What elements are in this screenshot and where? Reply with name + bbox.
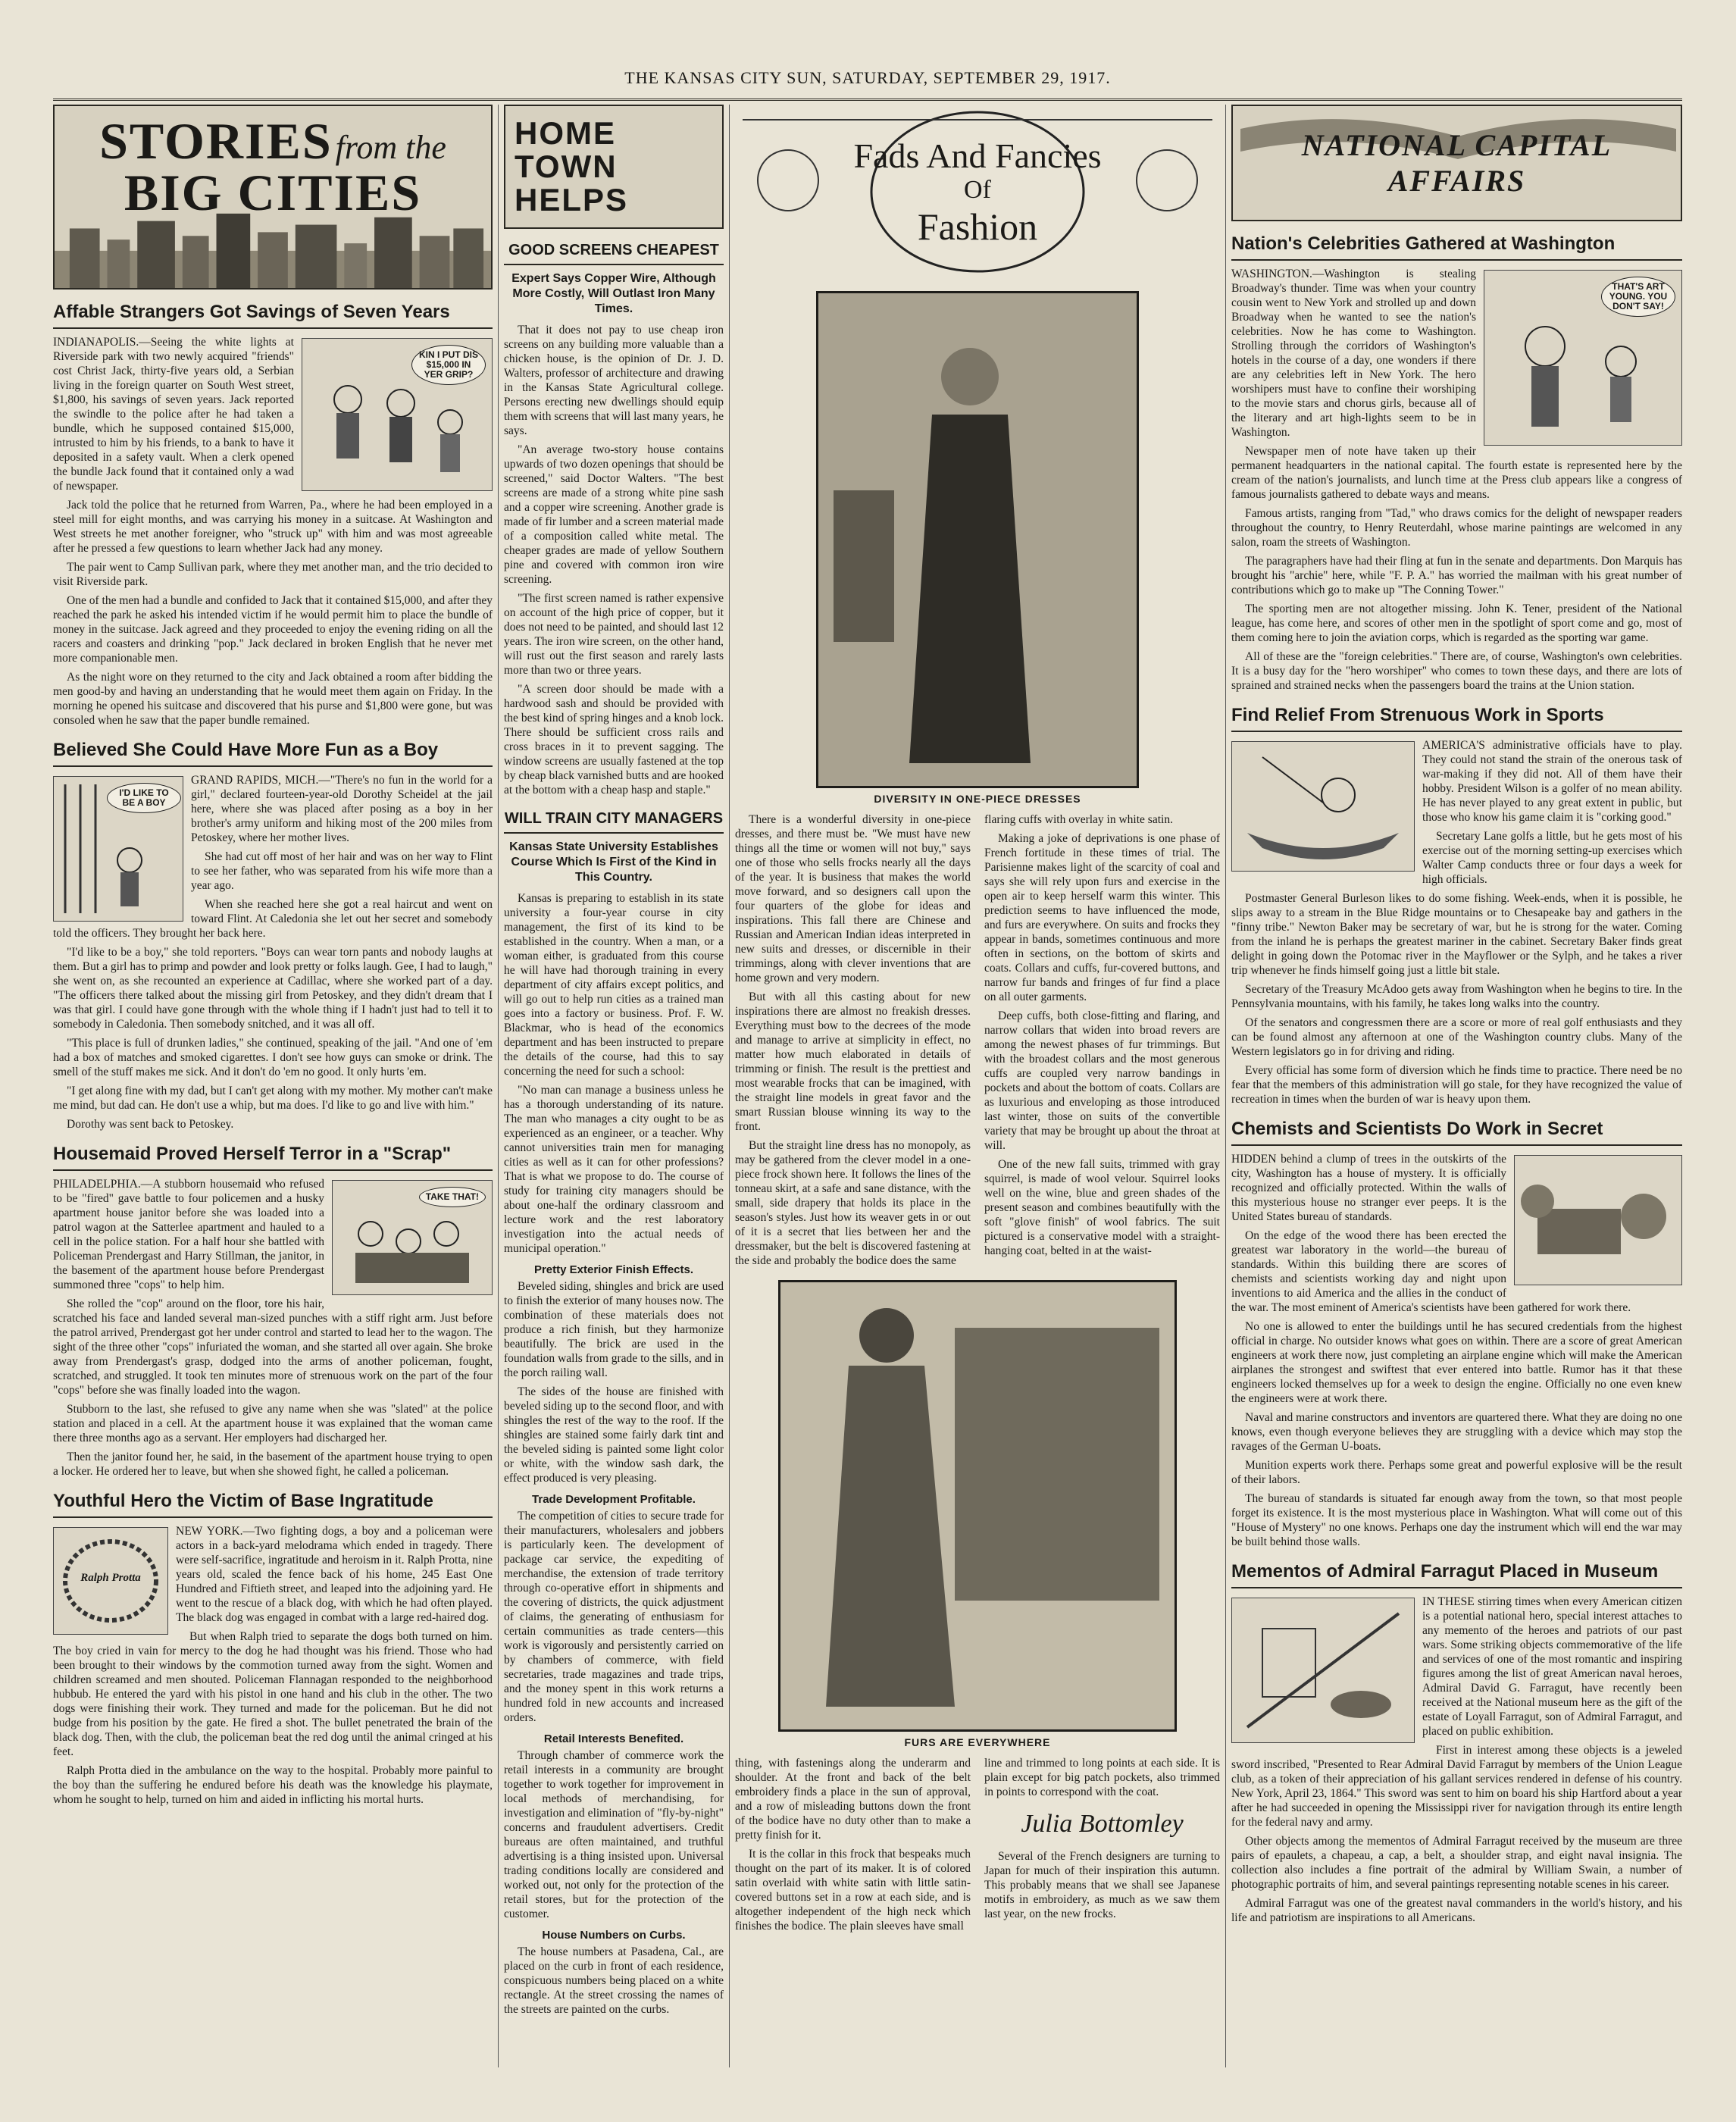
section-minihead: Trade Development Profitable. [532,1493,696,1506]
article-paragraph: As the night wore on they returned to the city and Jack obtained a room after bidding the men good-by and having an understanding that he would meet them again on Friday. In the morning he opened his suitcase and discovered that his purse and $1,800 were gone, but was consoled when he saw that the paper bundle remained. [53,671,493,727]
author-signature: Julia Bottomley [1021,1810,1184,1838]
photo-furs [778,1280,1177,1732]
article-paragraph: "I'd like to be a boy," she told reporters. "Boys can wear torn pants and nobody laughs at them. But a girl has to primp and powder and look pretty or folks laugh. Gee, I had to laugh," she went on, as she recounted an experience at Cadillac, where she worked part of a day. "The officers there talked about the missing girl from Petoskey, and they didn't dream that I was that girl. I could have gone through with the whole thing if I hadn't just had to tell it to somebody in Caledonia. Then somebody snitched, and it was all off. [53,946,493,1031]
speech-bubble: TAKE THAT! [419,1187,486,1207]
article-paragraph: That it does not pay to use cheap iron screens on any building more valuable than a chicken house, is the opinion of Dr. J. D. Walters, professor of architecture and drawing in the Kansas State Agricultural college. Persons erecting new dwellings should equip them with screens that will last many years, he says. [504,324,724,437]
column-rule [1225,105,1226,2067]
article-paragraph: Famous artists, ranging from "Tad," who draws comics for the delight of newspaper readers throughout the country, to Henry Reuterdahl, whose marine paintings are welcomed in any salon, roam the streets of Washington. [1231,507,1682,549]
article-paragraph: "A screen door should be made with a hardwood sash and should be provided with the best kind of spring hinges and a knob lock. There should be sufficient cross rails and cross braces in it to prevent sagging. The window screens are usually fastened at the top by cheap black varnished butts and are hooked at the bottom with a cheap hasp and staple." [504,683,724,797]
article-paragraph: NEW YORK.—Two fighting dogs, a boy and a policeman were actors in a back-yard melodrama which ended in tragedy. There were self-sacrifice, ingratitude and heroism in it. Ralph Protta, nine years old, scaled the fence back of his home, 245 East One Hundred and Fiftieth street, and leaped into the adjoining yard. He went to the rescue of a black dog, with which he had often played. The black dog was engaged in combat with a large red-haired dog. [176,1525,493,1624]
article-paragraph: The sporting men are not altogether missing. John K. Tener, president of the National league, has come here, and scores of other men in the spotlight of sport come and go, most of them coming here to join the aviation corps, which is regarded as the sporting war game. [1231,602,1682,644]
fishing-boat-icon [1232,742,1414,871]
article-paragraph: Beveled siding, shingles and brick are used to finish the exterior of many houses now. The combination of these materials does not produce a rich finish, but they harmonize beautifully. The brick are used in the foundation walls from grade to the sills, and in the porch railing wall. [504,1280,724,1379]
article-paragraph: Kansas is preparing to establish in its state university a four-year course in city management, the first of its kind to be established in the country. When a man, or a woman either, is graduated from this course he will have had thorough training in every department of city affairs except politics, and will go out to help run cities as a trained man goes into a factory or business. Prof. F. W. Blackmar, who is head of the economics department and has been instructed to prepare the details of the course, had this to say concerning the need for such a school: [504,892,724,1078]
article-paragraph: Every official has some form of diversion which he finds time to practice. There need be no fear that the members of this administration will go stale, for they have recognized the value of recreation in times when the burden of war is heavy upon them. [1231,1064,1682,1106]
article-paragraph: It is the collar in this frock that bespeaks much thought on the part of its maker. It is of colored satin overlaid with white satin with little satin-covered buttons set in a row at each side, and is altogether independent of the high neck which finishes the bodice. The plain sleeves have small [735,1848,971,1933]
article-subhead: Expert Says Copper Wire, Although More Costly, Will Outlast Iron Many Times. [511,272,716,315]
article-paragraph: Other objects among the mementos of Admiral Farragut received by the museum are three pairs of epaulets, a chapeau, a cap, a belt, a shoulder strap, and eight naval insignia. The collection also includes a fine portrait of the admiral by William Swain, a number of photographic portraits of him, and several paintings representing notable scenes in his career. [1231,1835,1682,1891]
article-paragraph: But with all this casting about for new inspirations there are almost no freakish dresses. Everything must bow to the decrees of the mode and manage to arrive at simplicity in effect, no matter how much elaborated in details of trimming or finish. The result is the prettiest and most wearable frocks that can be imagined, with the straight line models in great favor and the smart Russian blouse winning its way to the front. [735,991,971,1133]
article-paragraph: "An average two-story house contains upwards of two dozen openings that should be screened," said Doctor Walters. "The best screens are made of a strong white pine sash and a copper wire screening. Another grade is made of fir lumber and a screen material made of a composition called white metal. The cheaper grades are made of yellow Southern pine and covered with common iron wire screening. [504,443,724,586]
banner-of: Of [964,175,991,204]
article-paragraph: All of these are the "foreign celebrities." There are, of course, Washington's own celebrities. It is a busy day for the "hero worshiper" who comes to town these days, and there are lots of sprained and strained necks when the passengers board the trains at the Union station. [1231,650,1682,692]
article-headline: Believed She Could Have More Fun as a Boy [53,740,493,767]
section-minihead: Retail Interests Benefited. [543,1732,684,1745]
article-headline: Nation's Celebrities Gathered at Washington [1231,233,1682,261]
banner-national-capital: NATIONAL CAPITAL [1301,128,1612,162]
column-rule [498,105,499,2067]
banner-title-big-cities: BIG CITIES [124,164,422,221]
article-paragraph: AMERICA'S administrative officials have to play. They could not stand the strain of the onerous task of war-making if they did not. All of them have their hobby. President Wilson is a golfer of no mean ability. He has never played to any great extent in public, but those who know his game claim it is "corking good." [1422,739,1682,824]
article-paragraph: GRAND RAPIDS, MICH.—"There's no fun in the world for a girl," declared fourteen-year-old Dorothy Scheidel at the jail here, where she was placed after posing as a boy in her brother's army uniform and hiking most of the 200 miles from Petoskey, where her mother lives. [191,774,493,844]
banner-fads: Fads And Fancies [853,136,1102,175]
woman-in-fur-coat-icon [780,1282,1175,1729]
article-paragraph: One of the men had a bundle and confided to Jack that it contained $15,000, and after they reached the park he asked his intended victim if he would permit him to place the bundle of money in the suitcase. Jack agreed and they proceeded to enjoy the evening riding on all the racers and coasters and drinking "pop." Jack declared in broken English that he never met more companionable men. [53,594,493,665]
article-paragraph: Of the senators and congressmen there are a score or more of real golf enthusiasts and they can be found almost any afternoon at one of the Washington country clubs. Many of the Western legislators go in for driving and riding. [1231,1016,1682,1058]
banner-title-from-the: from the [335,129,446,166]
national-capital-banner [1231,105,1682,221]
article-paragraph: Through chamber of commerce work the retail interests in a community are brought together to work together for improvement in local methods of merchandising, for investigation and elimination of "fly-by-night" concerns and fraudulent advertisers. Credit bureaus are often maintained, and truthful advertising is a thing insisted upon. Universal trading conditions locally are considered and worked out, not only for the protection of the retail stores, but for the protection of the customer. [504,1749,724,1920]
photo-caption: FURS ARE EVERYWHERE [904,1736,1051,1748]
article-paragraph: PHILADELPHIA.—A stubborn housemaid who refused to be "fired" gave battle to four policemen and a husky apartment house janitor before she was loaded into a patrol wagon at the Satterlee apartment and hauled to a cell in the police station. For a half hour she battled with Policeman Prendergast and Harry Stillman, the janitor, in the basement of the apartment house before Prendergast summoned three "cops" to help him. [53,1178,324,1291]
article-headline: Youthful Hero the Victim of Base Ingratitude [53,1491,493,1518]
article-paragraph: When she reached here she got a real haircut and went on toward Flint. At Caledonia she let out her secret and somebody told the officers. They brought her back here. [53,898,493,940]
speech-bubble: KIN I PUT DIS $15,000 IN YER GRIP? [411,345,486,385]
article-paragraph: Newspaper men of note have taken up their permanent headquarters in the national capital. The fourth estate is represented here by the cream of the nation's journalists, and lunch time at the Press club appears like a congress of famous journalists gathered to debate ways and means. [1231,445,1682,501]
article-paragraph: The house numbers at Pasadena, Cal., are placed on the curb in front of each residence, conspicuous numbers being placed on a white rectangle. At the street crossing the names of the streets are painted on the curbs. [504,1945,724,2016]
article-paragraph: flaring cuffs with overlay in white satin. [984,813,1173,826]
article-paragraph: The bureau of standards is situated far enough away from the town, so that most people forget its existence. It is the most mysterious place in Washington. What will come out of this "House of Mystery" no one knows. Perhaps one day the instrument which will end the war may be built behind those walls. [1231,1492,1682,1548]
article-paragraph: First in interest among these objects is a jeweled sword inscribed, "Presented to Rear Admiral David Farragut by members of the Union League club, as a token of their appreciation of his gallant services rendered in defense of his country. New York, April 23, 1864." This sword was sent to him on board his ship Hartford about a year after he had succeeded in opening the Mississippi river for navigation through its entire length for the federal navy and army. [1231,1744,1682,1829]
column-national-capital [1231,105,1682,2067]
article-paragraph: INDIANAPOLIS.—Seeing the white lights at Riverside park with two newly acquired "friends" cost Christ Jack, thirty-five years old, a Serbian living in the foreign quarter on South West street, $1,800, his savings of seven years. Jack reported the swindle to the police after he had taken a bundle, which he supposed contained $15,000, intrusted to him by his friends, to a bank to have it deposited in a safety vault. When a clerk opened the bundle Jack found that it contained only a wad of newspaper. [53,336,294,493]
article-paragraph: "No man can manage a business unless he has a thorough understanding of its nature. The man who manages a city ought to be as experienced as an engineer, or a teacher. Why cannot universities train men for managing cities as well as it can for other professions? That is what we propose to do. The course of study for training city managers should be about one-half the ordinary classroom and lecture work and the rest laboratory investigation into the actual needs of municipal operation." [504,1084,724,1255]
speech-bubble: I'D LIKE TO BE A BOY [107,783,181,813]
memorial-emblem [53,1527,168,1635]
article-paragraph: thing, with fastenings along the underarm and shoulder. At the front and back of the belt embroidery finds a place in the sun of approval, and a row of misleading buttons down the front of the bodice have no duty other than to make a pretty finish for it. [735,1757,971,1842]
article-paragraph: Ralph Protta died in the ambulance on the way to the hospital. Probably more painful to the boy than the suffering he endured before his death was the knowledge his playmate, whom he sought to help, turned on him and aided in inflicting his mortal hurts. [53,1764,493,1806]
column-home-town-helps [504,105,724,2067]
article-headline: Chemists and Scientists Do Work in Secret [1231,1119,1682,1146]
column-fads-and-fancies [735,105,1220,2067]
article-headline: Find Relief From Strenuous Work in Sports [1231,705,1682,732]
woman-in-dress-icon [818,293,1137,786]
article-paragraph: The sides of the house are finished with beveled siding up to the second floor, and with shingles the rest of the way to the roof. If the shingles are stained some fairly dark tint and the beveled siding is painted some light color or white, with the window sash dark, the effect produced is very pleasing. [504,1385,724,1485]
article-paragraph: She rolled the "cop" around on the floor, tore his hair, scratched his face and landed several man-sized punches with a stiff right arm. Just before the patrol arrived, Prendergast got her under control and started to lead her to the wagon. The sight of the three other "cops" infuriated the woman, and she started all over again. She broke away from Prendergast's grasp, dodged into the arms of another policeman, fought, scratched, and struggled. It took ten minutes more of strenuous work on the part of the four "cops" before she was finally loaded into the wagon. [53,1297,493,1397]
article-paragraph: Several of the French designers are turning to Japan for much of their inspiration this autumn. This probably means that we shall see Japanese motifs in embroidery, as much as we saw them last year, on the new frocks. [984,1850,1220,1920]
article-paragraph: line and trimmed to long points at each side. It is plain except for big patch pockets, also trimmed in points to correspond with the coat. [984,1757,1220,1798]
emblem-name: Ralph Protta [80,1572,141,1584]
illustration-farragut-mementos [1231,1598,1415,1743]
newspaper-page [53,68,1682,2069]
article-paragraph: She had cut off most of her hair and was on her way to Flint to see her father, who was separated from his wife more than a year ago. [191,850,493,892]
article-paragraph: The paragraphers have had their fling at fun in the senate and departments. Don Marquis has brought his "archie" here, while "F. P. A." has worried the mailman with his great number of contributions which go to make up "The Conning Tower." [1231,555,1682,596]
banner-title-stories: STORIES [99,112,333,170]
cartoon-fisherman [1231,741,1415,872]
cartoon-scrap [332,1180,493,1295]
banner-helps: HELPS [515,182,629,218]
article-paragraph: "This place is full of drunken ladies," she continued, speaking of the jail. "And one of 'em had a box of matches and smoked cigarettes. I don't see how guys can smoke or drink. The smell of the stuff makes me sick. And it don't do 'em no good. It only hurts 'em. [53,1037,493,1078]
banner-home: HOME [515,115,616,151]
article-paragraph: Postmaster General Burleson likes to do some fishing. Week-ends, when it is possible, he slips away to a stream in the Blue Ridge mountains or to Chesapeake bay and gathers in the "finny tribe." Newton Baker may be secretary of war, but he is strong for the water. Coming from the inland he is perhaps the greatest mariner in the cabinet. Secretary Baker finds great delight in going down the Potomac river in the Mayflower or the Sylph, and he takes a river trip whenever he finds himself going just a little bit stale. [1231,892,1682,977]
article-paragraph: IN THESE stirring times when every American citizen is a potential national hero, special interest attaches to any memento of the heroes and patriots of our past wars. Some striking objects commemorative of the life and services of one of the most romantic and inspiring figures among the list of great American naval heroes, Admiral David G. Farragut, have recently been received at the National museum here as the gift of the estate of Loyall Farragut, son of Admiral Farragut, and placed on public exhibition. [1422,1595,1682,1738]
article-paragraph: But the straight line dress has no monopoly, as may be gathered from the clever model in a one-piece frock shown here. It follows the lines of the tonneau skirt, at a safe and sane distance, with the small, side drapery that holds its place in the season's styles. Just how its weaver gets in or out of it is a secret that lies between her and the dressmaker, but the belt is discovered fastening at the side and probably the bodice does the same [735,1139,971,1267]
stories-banner [53,105,493,290]
article-paragraph: Admiral Farragut was one of the greatest naval commanders in the world's history, and his life and patriotism are inspirations to all Americans. [1231,1897,1682,1924]
article-paragraph: On the edge of the wood there has been erected the greatest war laboratory in the world—the bureau of standards. Within this building there are scores of chemists and scientists working day and night upon inventions to aid America and the allies in the conduct of the war. The most eminent of America's scientists have been gathered for work there. [1231,1229,1631,1314]
sword-and-epaulets-icon [1232,1598,1414,1742]
cartoon-celebrities [1484,270,1682,446]
article-paragraph: Dorothy was sent back to Petoskey. [67,1118,234,1131]
article-paragraph: Secretary of the Treasury McAdoo gets away from Washington when he begins to tire. In the Pennsylvania mountains, with his family, he takes long walks into the country. [1231,983,1682,1010]
fashion-text-upper [735,812,1220,1272]
masthead: THE KANSAS CITY SUN, SATURDAY, SEPTEMBER 29, 1917. [53,68,1682,101]
article-paragraph: WASHINGTON.—Washington is stealing Broadway's thunder. Time was when your country cousin went to New York and strolled up and down Broadway when he wanted to see the nation's celebrities. Now he has come to Washington. Strolling through the corridors of Washington's hotels in the course of a day, one wonders if there are any celebrities left in New York. The hero worshipers must have to confine their worshiping to the movie stars and chorus girls, because all of the literary and art high-lights seem to be in Washington. [1231,268,1476,439]
article-subhead: Kansas State University Establishes Course Which Is First of the Kind in This Country. [509,840,718,884]
fashion-banner [735,105,1220,279]
article-paragraph: Jack told the police that he returned from Warren, Pa., where he had been employed in a steel mill for eight months, and was carrying his money in a suitcase. At Washington and West streets he met another foreigner, who "struck up" with him and was most agreeable after he pressed a few questions to learn whether Jack had any money. [53,499,493,555]
article-paragraph: "The first screen named is rather expensive on account of the high price of copper, but it does not need to be painted, and should last 12 years. The iron wire screen, on the other hand, will rust out the first season and rarely lasts more than two or three years. [504,592,724,677]
banner-town: TOWN [515,149,618,184]
article-paragraph: No one is allowed to enter the buildings until he has secured credentials from the highest official in charge. No outsider knows what goes on within. There are a score of great American engineers at work there now, just completing an airplane engine which will make the American airplanes the strongest and swiftest that ever entered into battle. Rumor has it that these engineers locked themselves up for a week to design the engine. Officially no one even knew the engineers were at work there. [1231,1320,1682,1405]
article-headline: GOOD SCREENS CHEAPEST [504,241,724,265]
article-headline: Housemaid Proved Herself Terror in a "Scrap" [53,1144,493,1171]
section-minihead: House Numbers on Curbs. [542,1929,686,1942]
section-minihead: Pretty Exterior Finish Effects. [533,1263,694,1276]
column-rule [729,105,730,2067]
article-paragraph: Naval and marine constructors and inventors are quartered there. What they are doing no one knows, even though everyone believes they are struggling with a device which may stop the ravages of the German U-boats. [1231,1411,1682,1453]
speech-bubble: THAT'S ART YOUNG. YOU DON'T SAY! [1601,277,1675,317]
article-headline: Mementos of Admiral Farragut Placed in Museum [1231,1561,1682,1588]
fashion-text-lower [735,1756,1220,1938]
article-paragraph: But when Ralph tried to separate the dogs both turned on him. The boy cried in vain for mercy to the dog he had thought was his friend. Those who had been brought to their windows by the commotion turned away from the sight. Women and children screamed and men shouted. Policeman Flannagan responded to the neighborhood hubbub. He entered the yard with his pistol in one hand and his club in the other. The two dogs were finishing their work. They turned and made for the policeman. But he did not budge from his position by the gate. He fired a shot. The bullet penetrated the brain of the black dog. Then, with the club, the policeman beat the red dog until the animal cringed at his feet. [53,1630,493,1758]
article-paragraph: The competition of cities to secure trade for their manufacturers, wholesalers and jobbers is particularly keen. The development of package car service, the expediting of merchandise, the extension of trade territory through co-operative effort in shipments and the covering of districts, the quick adjustment of claims, the generating of enthusiasm for certain communities as trade centers—this work is vigorously and persistently carried on by chambers of commerce, with field secretaries, trade magazines and trade trips, and the money spent in this work returns a hundred fold in new accounts and increased orders. [504,1510,724,1724]
article-paragraph: Secretary Lane golfs a little, but he gets most of his exercise out of the morning setting-up exercises which Walter Camp conducts three or four days a week for high officials. [1422,830,1682,886]
column-stories-big-cities [53,105,493,2067]
article-paragraph: Deep cuffs, both close-fitting and flaring, and narrow collars that widen into broad revers are among the newest phases of fur trimmings. But with the broadest collars and the most generous cuffs are coupled very narrow bandings in pockets and about the bottom of coats. Collars are as luxurious and enveloping as those introduced last winter, those on suits of the convertible variety that may be brought up about the throat at will. [984,1009,1220,1152]
article-paragraph: Stubborn to the last, she refused to give any name when she was "slated" at the police station and placed in a cell. At the apartment house it was explained that the woman came there three months ago as a servant. Her employers had discharged her. [53,1403,493,1444]
article-headline: Affable Strangers Got Savings of Seven Years [53,302,493,329]
article-paragraph: Then the janitor found her, he said, in the basement of the apartment house trying to open a locker. He ordered her to leave, but when she showed fight, he called a policeman. [53,1451,493,1478]
article-paragraph: HIDDEN behind a clump of trees in the outskirts of the city, Washington has a house of mystery. It is officially recognized and officially protected. Within the walls of this mysterious house no stranger ever peeps. It is the United States bureau of standards. [1231,1153,1506,1223]
article-paragraph: There is a wonderful diversity in one-piece dresses, and there must be. "We must have new things all the time or women will not buy," says one of those who sells frocks nearly all the days of the year. It is business that makes the world move forward, and so designers call upon the four quarters of the globe for ideas and inspirations. This fall there are Chinese and Russian and American Indian ideas interpreted in new suits and dresses, or discernible in their trimmings, along with clever inventions that are home grown and very modern. [735,813,971,984]
article-headline: WILL TRAIN CITY MANAGERS [504,809,724,834]
article-paragraph: Munition experts work there. Perhaps some great and powerful explosive will be the result of their labors. [1231,1459,1682,1486]
banner-affairs: AFFAIRS [1387,164,1526,198]
photo-caption: DIVERSITY IN ONE-PIECE DRESSES [874,793,1081,805]
building-and-trees-icon [1515,1156,1681,1285]
article-paragraph: Making a joke of deprivations is one phase of French fortitude in these times of trial. The Parisienne makes light of the scarcity of coal and says she will rely upon furs and exercise in the open air to keep herself warm this winter. This prediction seems to have influenced the mode, and furs are everywhere. On suits and frocks they appear in bands, sometimes continuous and more often in sections, on the bottom of skirts and coats. Collars and cuffs, fur-covered buttons, and narrow fur bands and fringes of fur find a place on all outer garments. [984,832,1220,1003]
article-paragraph: The pair went to Camp Sullivan park, where they met another man, and the trio decided to visit Riverside park. [53,561,493,588]
photo-one-piece-dress [816,291,1139,788]
cartoon-strangers [302,338,493,491]
banner-fashion: Fashion [917,205,1038,248]
article-paragraph: "I get along fine with my dad, but I can't get along with my mother. My mother can't make me mind, but dad can. He don't use a whip, but ma does. I'd like to go and live with him." [53,1084,493,1112]
cartoon-girl-in-jail [53,776,183,922]
article-paragraph: One of the new fall suits, trimmed with gray squirrel, is made of wool velour. Squirrel looks well on the wine, blue and green shades of the present season and combines beautifully with the soft "glove finish" of wool fabrics. The suit pictured is a conservative model with a straight-hanging coat, belted in at the waist- [984,1158,1220,1257]
cartoon-bureau-of-standards [1514,1155,1682,1285]
home-town-helps-banner [504,105,724,229]
